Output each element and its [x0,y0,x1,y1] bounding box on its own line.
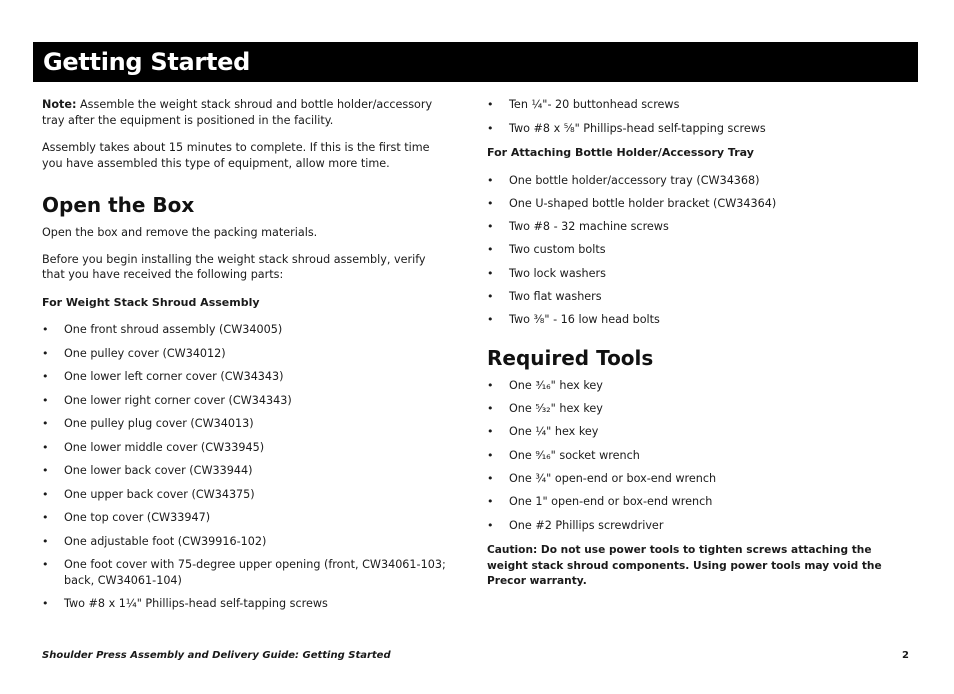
bullet-icon: • [42,597,49,610]
bullet-icon: • [42,511,49,524]
bottle-parts-list [487,173,887,328]
shroud-part-item [42,322,447,338]
list-item-text: One lower right corner cover (CW34343) [64,393,292,407]
bullet-icon: • [487,402,494,416]
left-column [42,97,447,620]
bottle-part-item [487,266,887,282]
shroud-part-item [42,534,447,550]
tool-item [487,378,887,394]
bottle-part-item [487,289,887,305]
footer-guide-title: Shoulder Press Assembly and Delivery Guide: Getting Started [42,650,391,661]
note-paragraph [42,97,447,128]
shroud-part-item [42,369,447,385]
tools-list [487,378,887,533]
bullet-icon: • [487,122,494,135]
tool-item [487,494,887,510]
list-item-text: One front shroud assembly (CW34005) [64,323,283,336]
shroud-part-item [487,121,887,137]
list-item-text: One lower left corner cover (CW34343) [64,370,284,383]
list-item-text: One pulley plug cover (CW34013) [64,417,254,430]
bullet-icon: • [42,534,49,548]
shroud-part-item [42,596,447,612]
list-item-text: One ³⁄₁₆" hex key [509,378,603,392]
list-item-text: Two #8 x ⅝" Phillips-head self-tapping screws [509,122,766,135]
caution-text: Caution: Do not use power tools to tighten screws attaching the weight stack shroud components. Using power tools may void the Precor warranty. [487,544,882,588]
required-tools-heading: Required Tools [487,345,654,370]
shroud-part-item [42,393,447,409]
open-box-heading: Open the Box [42,193,195,217]
shroud-part-item [487,97,887,113]
shroud-subheading: For Weight Stack Shroud Assembly [42,295,260,309]
list-item-text: One ¾" open-end or box-end wrench [509,471,717,485]
bullet-icon: • [487,266,494,280]
bottle-subheading: For Attaching Bottle Holder/Accessory Tray [487,146,754,159]
bullet-icon: • [42,346,49,360]
list-item-text: One ⁵⁄₃₂" hex key [509,402,603,416]
bullet-icon: • [487,220,494,234]
bullet-icon: • [42,417,49,430]
list-item-text: Ten ¼"- 20 buttonhead screws [509,98,680,111]
bottle-part-item [487,219,887,235]
tool-item [487,448,887,464]
bottle-part-item [487,312,887,328]
shroud-part-item [42,416,447,432]
bullet-icon: • [42,464,49,477]
shroud-part-item [42,346,447,362]
list-item-text: One top cover (CW33947) [64,511,211,524]
bullet-icon: • [487,448,494,462]
bullet-icon: • [42,370,49,383]
bullet-icon: • [487,243,494,257]
open-box-para2: Before you begin installing the weight stack shroud assembly, verify that you have received the following parts: [42,252,426,281]
shroud-part-item [42,463,447,479]
page-title: Getting Started [43,48,250,76]
list-item-text: One bottle holder/accessory tray (CW34368) [509,173,760,187]
bottle-part-item [487,196,887,212]
right-column [487,97,887,590]
bottle-part-item [487,242,887,258]
bullet-icon: • [487,495,494,509]
bullet-icon: • [42,487,49,501]
list-item-text: One 1" open-end or box-end wrench [509,495,713,509]
shroud-part-item [42,487,447,503]
list-item-text: One U-shaped bottle holder bracket (CW34364) [509,196,777,210]
bullet-icon: • [487,98,494,111]
list-item-text: One lower middle cover (CW33945) [64,440,265,454]
list-item-text: Two custom bolts [509,243,606,257]
open-box-para1: Open the box and remove the packing materials. [42,226,318,239]
bullet-icon: • [487,173,494,187]
tool-item [487,471,887,487]
shroud-part-item [42,557,447,588]
bullet-icon: • [487,196,494,210]
list-item-text: One pulley cover (CW34012) [64,346,226,360]
list-item-text: One adjustable foot (CW39916-102) [64,534,267,548]
shroud-part-item [42,440,447,456]
tool-item [487,424,887,440]
shroud-part-item [42,510,447,526]
list-item-text: One upper back cover (CW34375) [64,487,255,501]
list-item-text: One ⁹⁄₁₆" socket wrench [509,448,640,462]
bullet-icon: • [42,393,49,407]
list-item-text: Two #8 x 1¼" Phillips-head self-tapping screws [64,597,328,610]
bullet-icon: • [487,425,494,439]
list-item-text: Two flat washers [509,289,602,303]
bottle-part-item [487,173,887,189]
list-item-text: Two ⅜" - 16 low head bolts [509,313,660,327]
bullet-icon: • [42,558,49,571]
time-paragraph: Assembly takes about 15 minutes to complete. If this is the first time you have assembled this type of equipment, allow more time. [42,141,430,170]
bullet-icon: • [487,378,494,392]
tool-item [487,518,887,534]
list-item-text: One ¼" hex key [509,425,599,439]
page-title-bar [33,42,918,82]
shroud-parts-continued-list [487,97,887,137]
bullet-icon: • [487,313,494,327]
list-item-text: Two #8 - 32 machine screws [509,220,669,234]
list-item-text: One #2 Phillips screwdriver [509,518,664,532]
bullet-icon: • [42,323,49,336]
bullet-icon: • [487,518,494,532]
shroud-parts-list [42,322,447,612]
bullet-icon: • [42,440,49,454]
tool-item [487,401,887,417]
footer-page-number: 2 [902,650,909,661]
note-label: Note: [42,98,77,111]
list-item-text: Two lock washers [509,266,606,280]
list-item-text: One lower back cover (CW33944) [64,464,253,477]
list-item-text: One foot cover with 75-degree upper opening (front, CW34061-103; back, CW34061-104) [64,558,446,587]
note-text: Assemble the weight stack shroud and bottle holder/accessory tray after the equipment is positioned in the facility. [42,98,433,127]
bullet-icon: • [487,471,494,485]
bullet-icon: • [487,289,494,303]
